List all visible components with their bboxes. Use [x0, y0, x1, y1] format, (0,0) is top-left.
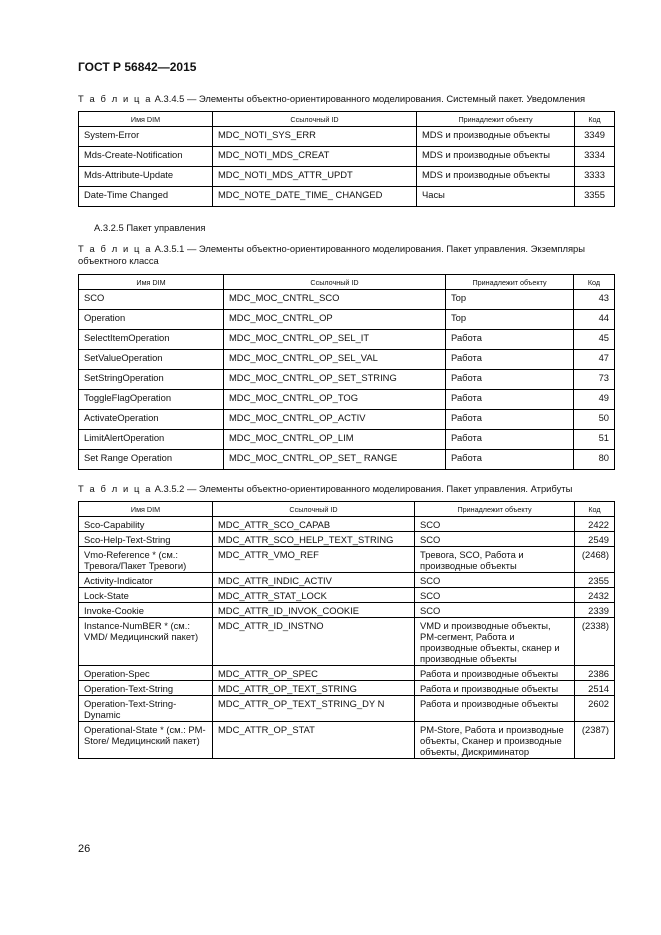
code-cell: 47 [574, 350, 615, 370]
reference-id-cell: MDC_ATTR_VMO_REF [213, 547, 415, 573]
code-cell: 3334 [575, 147, 615, 167]
owner-cell: Работа [446, 410, 574, 430]
reference-id-cell: MDC_ATTR_OP_TEXT_STRING_DY N [213, 696, 415, 722]
reference-id-cell: MDC_MOC_CNTRL_SCO [224, 290, 446, 310]
table-row [79, 147, 615, 167]
document-header: ГОСТ Р 56842—2015 [78, 60, 197, 74]
reference-id-cell: MDC_MOC_CNTRL_OP_SEL_VAL [224, 350, 446, 370]
dim-name-cell: SCO [79, 290, 224, 310]
owner-cell: Работа [446, 330, 574, 350]
table-control-attributes [78, 501, 615, 759]
owner-cell: VMD и производные объекты, PM-сегмент, Работа и производные объекты, сканер и производные объекты [415, 618, 575, 666]
caption-prefix: Т а б л и ц а [78, 483, 153, 494]
table-row [79, 517, 615, 532]
table-row [79, 330, 615, 350]
owner-cell: SCO [415, 588, 575, 603]
table-row [79, 681, 615, 696]
code-cell: 73 [574, 370, 615, 390]
table-row [79, 127, 615, 147]
code-cell: 50 [574, 410, 615, 430]
dim-name-cell: Sco-Help-Text-String [79, 532, 213, 547]
code-cell: 2514 [575, 681, 615, 696]
code-cell: 2602 [575, 696, 615, 722]
dim-name-cell: SelectItemOperation [79, 330, 224, 350]
reference-id-cell: MDC_ATTR_ID_INVOK_COOKIE [213, 603, 415, 618]
column-header: Принадлежит объекту [417, 112, 575, 127]
table-caption-3 [78, 483, 604, 495]
reference-id-cell: MDC_NOTI_MDS_ATTR_UPDT [213, 167, 417, 187]
owner-cell: MDS и производные объекты [417, 167, 575, 187]
dim-name-cell: Lock-State [79, 588, 213, 603]
caption-text: А.3.5.1 — Элементы объектно-ориентированного моделирования. Пакет управления. Экземпляры объектного класса [78, 243, 586, 266]
code-cell: 3349 [575, 127, 615, 147]
table-row [79, 187, 615, 207]
code-cell: 44 [574, 310, 615, 330]
caption-prefix: Т а б л и ц а [78, 93, 153, 104]
dim-name-cell: Operation-Text-String-Dynamic [79, 696, 213, 722]
dim-name-cell: ToggleFlagOperation [79, 390, 224, 410]
dim-name-cell: Date-Time Changed [79, 187, 213, 207]
dim-name-cell: LimitAlertOperation [79, 430, 224, 450]
reference-id-cell: MDC_NOTI_MDS_CREAT [213, 147, 417, 167]
dim-name-cell: Instance-NumBER * (см.: VMD/ Медицинский пакет) [79, 618, 213, 666]
caption-prefix: Т а б л и ц а [78, 243, 153, 254]
dim-name-cell: Operation-Spec [79, 666, 213, 681]
code-cell: 45 [574, 330, 615, 350]
dim-name-cell: SetStringOperation [79, 370, 224, 390]
dim-name-cell: Operation [79, 310, 224, 330]
owner-cell: SCO [415, 603, 575, 618]
reference-id-cell: MDC_ATTR_OP_STAT [213, 722, 415, 759]
reference-id-cell: MDC_MOC_CNTRL_OP_LIM [224, 430, 446, 450]
column-header: Код [575, 502, 615, 517]
section-heading: А.3.2.5 Пакет управления [94, 222, 206, 233]
owner-cell: Работа и производные объекты [415, 666, 575, 681]
caption-text: А.3.5.2 — Элементы объектно-ориентированного моделирования. Пакет управления. Атрибуты [154, 483, 573, 494]
table-row [79, 430, 615, 450]
dim-name-cell: SetValueOperation [79, 350, 224, 370]
code-cell: 3355 [575, 187, 615, 207]
table-row [79, 603, 615, 618]
table-row [79, 167, 615, 187]
owner-cell: Работа [446, 430, 574, 450]
code-cell: 2339 [575, 603, 615, 618]
column-header: Принадлежит объекту [446, 275, 574, 290]
code-cell: 51 [574, 430, 615, 450]
owner-cell: Часы [417, 187, 575, 207]
dim-name-cell: Mds-Attribute-Update [79, 167, 213, 187]
column-header: Имя DIM [79, 502, 213, 517]
page-number: 26 [78, 843, 91, 855]
reference-id-cell: MDC_MOC_CNTRL_OP_TOG [224, 390, 446, 410]
reference-id-cell: MDC_ATTR_OP_TEXT_STRING [213, 681, 415, 696]
dim-name-cell: ActivateOperation [79, 410, 224, 430]
table-row [79, 532, 615, 547]
reference-id-cell: MDC_ATTR_INDIC_ACTIV [213, 573, 415, 588]
table-row [79, 618, 615, 666]
code-cell: (2468) [575, 547, 615, 573]
table-header-row [79, 502, 615, 517]
caption-text: А.3.4.5 — Элементы объектно-ориентированного моделирования. Системный пакет. Уведомления [154, 93, 586, 104]
code-cell: 2386 [575, 666, 615, 681]
code-cell: 80 [574, 450, 615, 470]
code-cell: (2387) [575, 722, 615, 759]
owner-cell: MDS и производные объекты [417, 147, 575, 167]
code-cell: 2355 [575, 573, 615, 588]
dim-name-cell: System-Error [79, 127, 213, 147]
table-row [79, 310, 615, 330]
code-cell: 49 [574, 390, 615, 410]
column-header: Код [575, 112, 615, 127]
table-row [79, 350, 615, 370]
table-row [79, 573, 615, 588]
dim-name-cell: Sco-Capability [79, 517, 213, 532]
owner-cell: Работа и производные объекты [415, 681, 575, 696]
owner-cell: Работа [446, 390, 574, 410]
table-row [79, 370, 615, 390]
owner-cell: PM-Store, Работа и производные объекты, Сканер и производные объекты, Дискриминатор [415, 722, 575, 759]
table-notifications [78, 111, 615, 207]
dim-name-cell: Set Range Operation [79, 450, 224, 470]
table-row [79, 450, 615, 470]
table-row [79, 290, 615, 310]
reference-id-cell: MDC_ATTR_STAT_LOCK [213, 588, 415, 603]
reference-id-cell: MDC_ATTR_ID_INSTNO [213, 618, 415, 666]
owner-cell: Работа [446, 370, 574, 390]
reference-id-cell: MDC_NOTE_DATE_TIME_ CHANGED [213, 187, 417, 207]
owner-cell: Top [446, 310, 574, 330]
reference-id-cell: MDC_MOC_CNTRL_OP_SEL_IT [224, 330, 446, 350]
column-header: Имя DIM [79, 112, 213, 127]
column-header: Принадлежит объекту [415, 502, 575, 517]
column-header: Ссылочный ID [213, 502, 415, 517]
owner-cell: Top [446, 290, 574, 310]
reference-id-cell: MDC_ATTR_OP_SPEC [213, 666, 415, 681]
column-header: Ссылочный ID [224, 275, 446, 290]
code-cell: 3333 [575, 167, 615, 187]
code-cell: 2422 [575, 517, 615, 532]
table-row [79, 410, 615, 430]
table-row [79, 722, 615, 759]
owner-cell: MDS и производные объекты [417, 127, 575, 147]
table-control-objects [78, 274, 615, 470]
column-header: Ссылочный ID [213, 112, 417, 127]
table-row [79, 666, 615, 681]
reference-id-cell: MDC_MOC_CNTRL_OP_SET_STRING [224, 370, 446, 390]
table-row [79, 390, 615, 410]
code-cell: 2432 [575, 588, 615, 603]
dim-name-cell: Operation-Text-String [79, 681, 213, 696]
owner-cell: Тревога, SCO, Работа и производные объекты [415, 547, 575, 573]
dim-name-cell: Vmo-Reference * (см.: Тревога/Пакет Тревоги) [79, 547, 213, 573]
reference-id-cell: MDC_ATTR_SCO_CAPAB [213, 517, 415, 532]
reference-id-cell: MDC_MOC_CNTRL_OP_ACTIV [224, 410, 446, 430]
dim-name-cell: Mds-Create-Notification [79, 147, 213, 167]
owner-cell: Работа и производные объекты [415, 696, 575, 722]
owner-cell: SCO [415, 573, 575, 588]
reference-id-cell: MDC_MOC_CNTRL_OP_SET_ RANGE [224, 450, 446, 470]
table-caption-1 [78, 93, 604, 105]
reference-id-cell: MDC_MOC_CNTRL_OP [224, 310, 446, 330]
table-header-row [79, 275, 615, 290]
column-header: Код [574, 275, 615, 290]
table-row [79, 547, 615, 573]
owner-cell: SCO [415, 517, 575, 532]
code-cell: 43 [574, 290, 615, 310]
table-row [79, 588, 615, 603]
table-header-row [79, 112, 615, 127]
owner-cell: SCO [415, 532, 575, 547]
code-cell: (2338) [575, 618, 615, 666]
dim-name-cell: Invoke-Cookie [79, 603, 213, 618]
code-cell: 2549 [575, 532, 615, 547]
dim-name-cell: Operational-State * (см.: PM-Store/ Медицинский пакет) [79, 722, 213, 759]
column-header: Имя DIM [79, 275, 224, 290]
table-row [79, 696, 615, 722]
reference-id-cell: MDC_ATTR_SCO_HELP_TEXT_STRING [213, 532, 415, 547]
table-caption-2 [78, 243, 604, 267]
reference-id-cell: MDC_NOTI_SYS_ERR [213, 127, 417, 147]
owner-cell: Работа [446, 450, 574, 470]
dim-name-cell: Activity-Indicator [79, 573, 213, 588]
owner-cell: Работа [446, 350, 574, 370]
